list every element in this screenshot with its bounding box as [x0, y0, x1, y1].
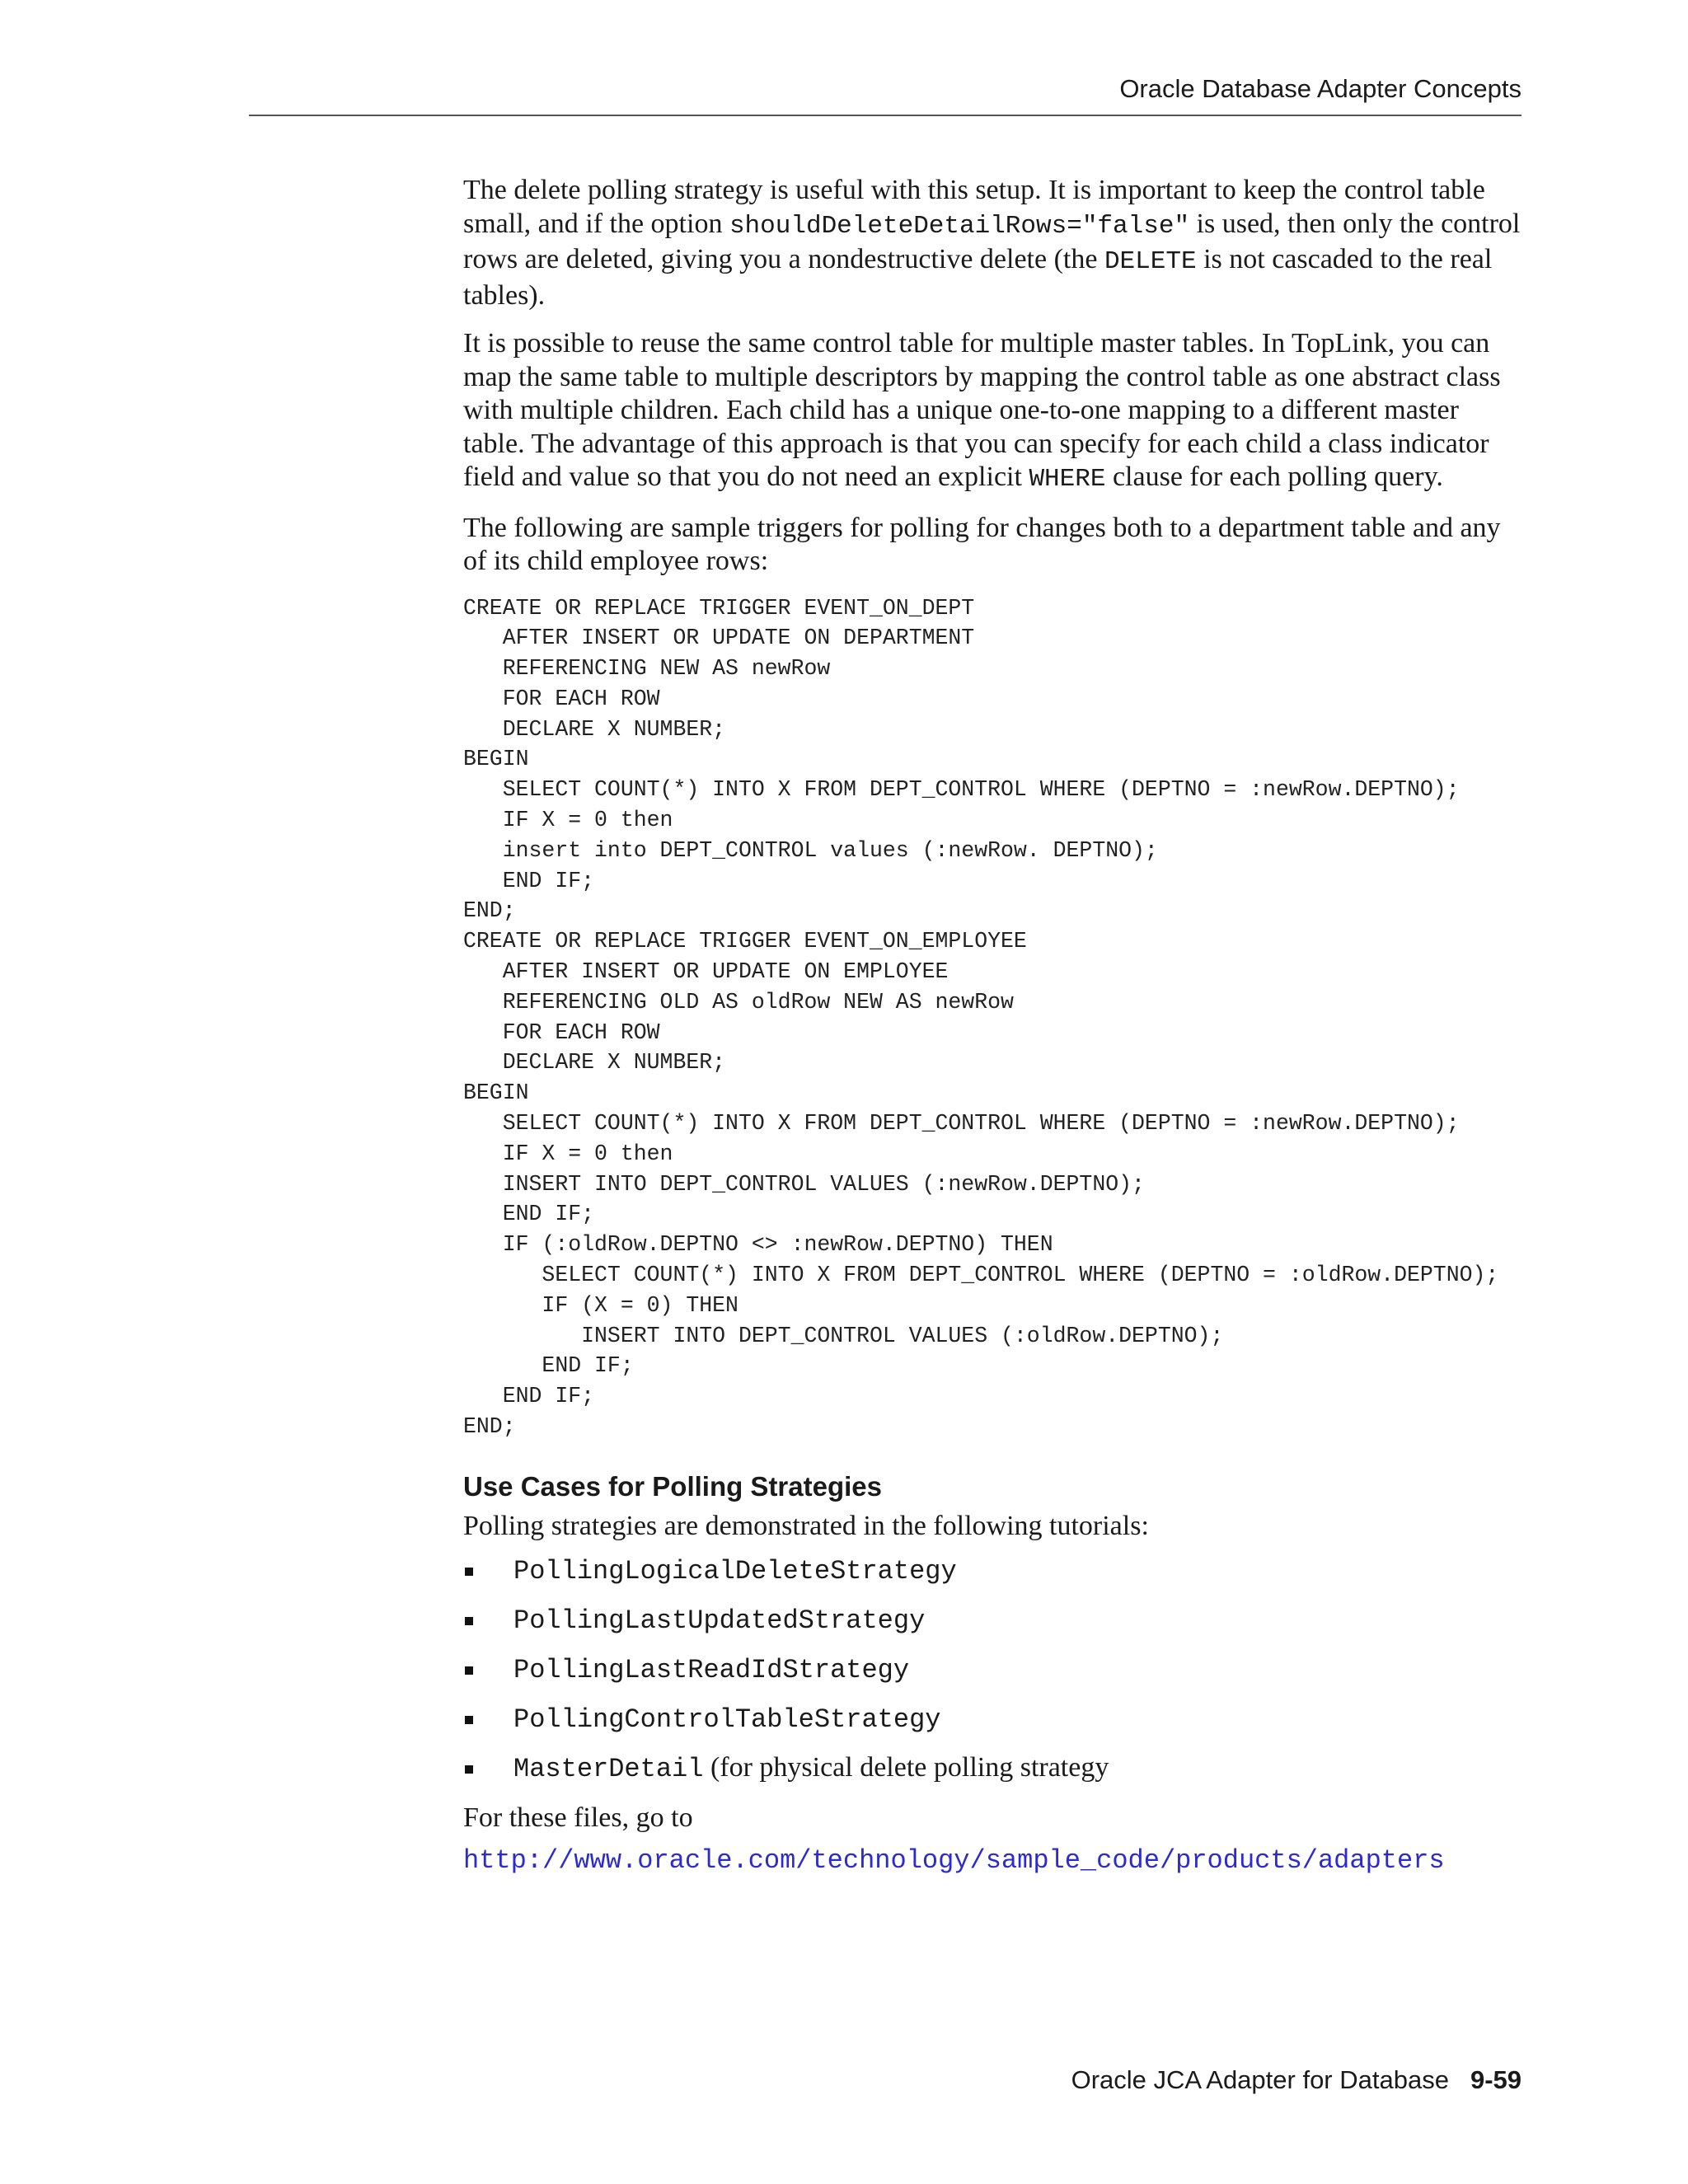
inline-code-delete: DELETE: [1104, 247, 1197, 276]
trigger-code-block: CREATE OR REPLACE TRIGGER EVENT_ON_DEPT AFTER INSERT OR UPDATE ON DEPARTMENT REFERENCING NEW AS newRow FOR EACH ROW DECLARE X NUMBER; BEGIN SELECT COUNT(*) INTO X FROM DEPT_CONTROL WHERE (DEPTNO = :newRow.DEPTNO); IF X = 0 then insert into DEPT_CONTROL values (:newRow. DEPTNO); END IF; END; CREATE OR REPLACE TRIGGER EVENT_ON_EMPLOYEE AFTER INSERT OR UPDATE ON EMPLOYEE REFERENCING OLD AS oldRow NEW AS newRow FOR EACH ROW DECLARE X NUMBER; BEGIN SELECT COUNT(*) INTO X FROM DEPT_CONTROL WHERE (DEPTNO = :newRow.DEPTNO); IF X = 0 then INSERT INTO DEPT_CONTROL VALUES (:newRow.DEPTNO); END IF; IF (:oldRow.DEPTNO <> :newRow.DEPTNO) THEN SELECT COUNT(*) INTO X FROM DEPT_CONTROL WHERE (DEPTNO = :oldRow.DEPTNO); IF (X = 0) THEN INSERT INTO DEPT_CONTROL VALUES (:oldRow.DEPTNO); END IF; END IF; END;: [463, 595, 1499, 1440]
header-divider: [249, 115, 1522, 116]
footer-title: Oracle JCA Adapter for Database: [1071, 2065, 1449, 2094]
tutorial-name: PollingLogicalDeleteStrategy: [513, 1556, 957, 1587]
page-number: 9-59: [1470, 2065, 1522, 2094]
paragraph-text: The delete polling strategy is useful with this setup. It is important to keep the control table small, and if the option: [463, 175, 1485, 239]
sample-code-link[interactable]: http://www.oracle.com/technology/sample_code/products/adapters: [463, 1844, 1445, 1876]
tutorial-name: PollingLastUpdatedStrategy: [513, 1605, 926, 1637]
paragraph-control-table-reuse: [463, 327, 1526, 497]
paragraph-text: clause for each polling query.: [1105, 462, 1443, 492]
running-header: Oracle Database Adapter Concepts: [1119, 74, 1522, 103]
list-item: [463, 1648, 1526, 1698]
page-body: [463, 174, 1526, 1876]
files-text: For these files, go to: [463, 1802, 693, 1834]
bullet-icon: [465, 1716, 473, 1724]
tutorial-list: [463, 1549, 1526, 1797]
tutorial-note: (for physical delete polling strategy: [703, 1752, 1109, 1783]
paragraph-text: is not cascaded to the real tables).: [463, 244, 1493, 311]
section-intro: Polling strategies are demonstrated in the following tutorials:: [463, 1510, 1149, 1541]
paragraph-triggers-intro: The following are sample triggers for polling for changes both to a department table and any of its child employee rows:: [463, 512, 1501, 576]
section-heading: Use Cases for Polling Strategies: [463, 1470, 883, 1502]
tutorial-name: MasterDetail: [513, 1754, 704, 1785]
bullet-icon: [465, 1666, 473, 1675]
tutorial-name: PollingLastReadIdStrategy: [513, 1655, 910, 1686]
bullet-icon: [465, 1568, 473, 1576]
paragraph-text: is used, then only the control rows are deleted, giving you a nondestructive delete (the: [463, 208, 1521, 274]
bullet-icon: [465, 1617, 473, 1625]
paragraph-text: It is possible to reuse the same control table for multiple master tables. In TopLink, you can map the same table to multiple descriptors by mapping the control table as one abstract class with multiple children. Each child has a unique one-to-one mapping to a different master table. The advantage of this approach is that you can specify for each child a class indicator field and value so that you do not need an explicit: [463, 328, 1501, 492]
list-item: [463, 1747, 1526, 1797]
inline-code-option: shouldDeleteDetailRows="false": [729, 211, 1190, 241]
inline-code-where: WHERE: [1029, 465, 1106, 494]
list-item: [463, 1549, 1526, 1599]
page-footer: [1071, 2065, 1522, 2095]
bullet-icon: [465, 1765, 473, 1774]
tutorial-name: PollingControlTableStrategy: [513, 1704, 941, 1736]
list-item: [463, 1599, 1526, 1648]
list-item: [463, 1698, 1526, 1747]
paragraph-delete-strategy: [463, 174, 1526, 312]
